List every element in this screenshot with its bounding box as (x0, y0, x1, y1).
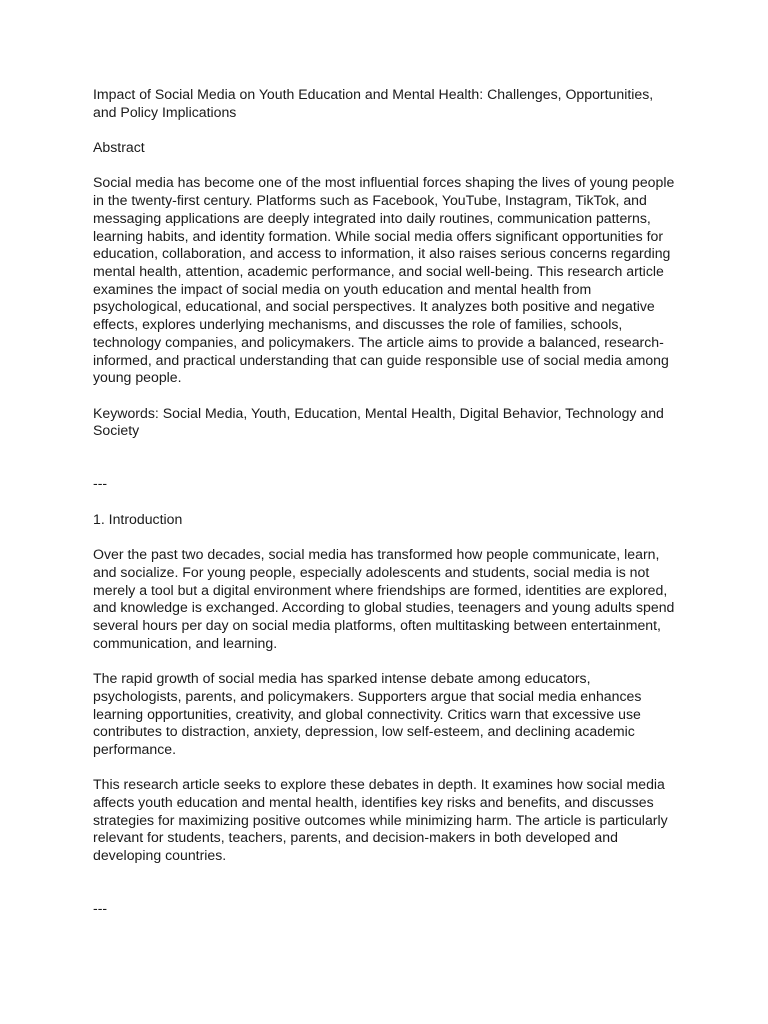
section-separator: --- (93, 475, 108, 492)
section-separator: --- (93, 900, 108, 917)
document-title: Impact of Social Media on Youth Education and Mental Health: Challenges, Opportunities, and Policy Implications (93, 86, 654, 120)
abstract-heading: Abstract (93, 139, 145, 156)
abstract-body: Social media has become one of the most influential forces shaping the lives of young people in the twenty-first century. Platforms such as Facebook, YouTube, Instagram, TikTok, and messaging applications are deeply integrated into daily routines, communication patterns, learning habits, and identity formation. While social media offers significant opportunities for education, collaboration, and access to information, it also raises serious concerns regarding mental health, attention, academic performance, and social well-being. This research article examines the impact of social media on youth education and mental health from psychological, educational, and social perspectives. It analyzes both positive and negative effects, explores underlying mechanisms, and discusses the role of families, schools, technology companies, and policymakers. The article aims to provide a balanced, research-informed, and practical understanding that can guide responsible use of social media among young people. (93, 174, 675, 386)
introduction-heading: 1. Introduction (93, 510, 183, 527)
introduction-paragraph: This research article seeks to explore these debates in depth. It examines how social media affects youth education and mental health, identifies key risks and benefits, and discusses strategies for maximizing positive outcomes while minimizing harm. The article is particularly relevant for students, teachers, parents, and decision-makers in both developed and developing countries. (93, 776, 668, 864)
document-page (93, 86, 678, 918)
introduction-paragraph: Over the past two decades, social media has transformed how people communicate, learn, and socialize. For young people, especially adolescents and students, social media is not merely a tool but a digital environment where friendships are formed, identities are explored, and knowledge is exchanged. According to global studies, teenagers and young adults spend several hours per day on social media platforms, often multitasking between entertainment, communication, and learning. (93, 546, 675, 651)
keywords-line: Keywords: Social Media, Youth, Education, Mental Health, Digital Behavior, Technology and Society (93, 404, 664, 439)
introduction-paragraph: The rapid growth of social media has sparked intense debate among educators, psychologists, parents, and policymakers. Supporters argue that social media enhances learning opportunities, creativity, and global connectivity. Critics warn that excessive use contributes to distraction, anxiety, depression, low self-esteem, and declining academic performance. (93, 670, 642, 757)
